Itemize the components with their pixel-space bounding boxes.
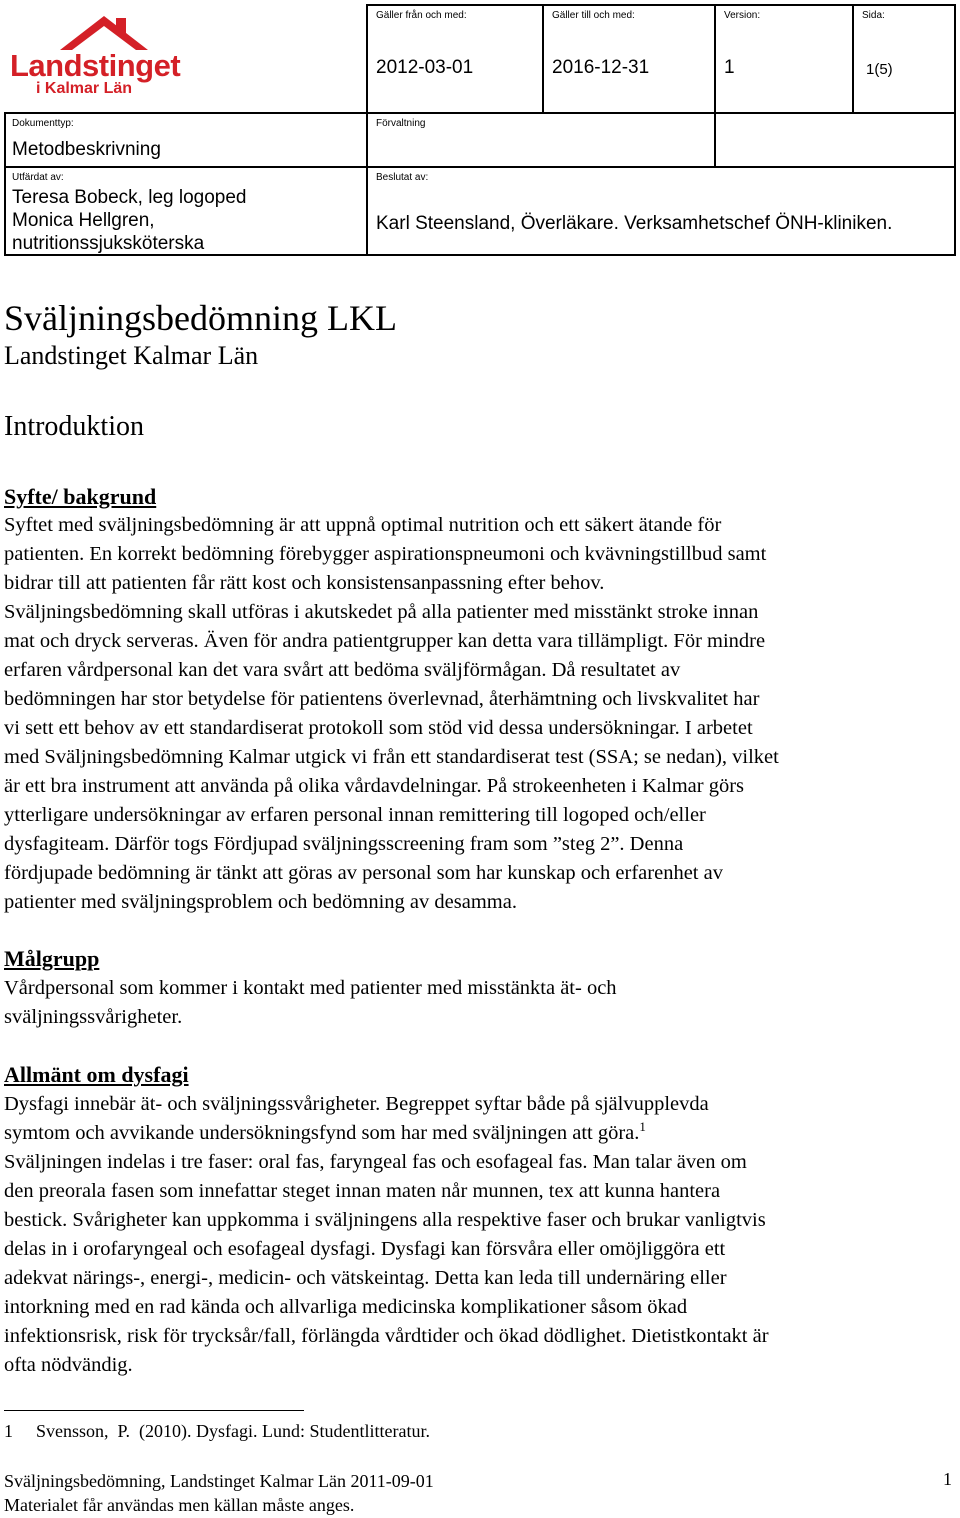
decided-cell <box>366 166 956 256</box>
dysfagi-line: Dysfagi innebär ät- och sväljningssvårigheter. Begreppet syftar både på självupplevda <box>4 1093 709 1115</box>
document-header <box>4 4 956 256</box>
syfte-line: mat och dryck serveras. Även för andra patientgrupper kan detta vara tillämpligt. För mindre <box>4 630 766 652</box>
dysfagi-line: ofta nödvändig. <box>4 1354 133 1376</box>
dysfagi-heading: Allmänt om dysfagi <box>4 1062 189 1087</box>
valid-from-value: 2012-03-01 <box>376 57 474 78</box>
dysfagi-line: delas in i orofaryngeal och esofageal dysfagi. Dysfagi kan försvåra eller omöjliggöra ett <box>4 1238 726 1260</box>
page-subtitle: Landstinget Kalmar Län <box>4 341 259 370</box>
decided-label: Beslutat av: <box>376 172 429 183</box>
issued-label: Utfärdat av: <box>12 172 64 183</box>
dysfagi-line: den preorala fasen som innefattar steget innan maten når munnen, tex att kunna hantera <box>4 1180 721 1202</box>
dysfagi-line: intorkning med en rad kända och allvarliga medicinska komplikationer såsom ökad <box>4 1296 688 1318</box>
page-label: Sida: <box>862 10 885 21</box>
logo-roof-icon <box>56 12 152 52</box>
doctype-value: Metodbeskrivning <box>12 139 161 160</box>
malgrupp-line: sväljningssvårigheter. <box>4 1006 183 1028</box>
valid-from-cell <box>366 4 544 114</box>
issued-line-1: Teresa Bobeck, leg logoped <box>12 187 247 208</box>
dysfagi-line: adekvat närings-, energi-, medicin- och vätskeintag. Detta kan leda till undernäring eller <box>4 1267 727 1289</box>
doctype-label: Dokumenttyp: <box>12 118 74 129</box>
footnote-text: Svensson, P. (2010). Dysfagi. Lund: Studentlitteratur. <box>36 1421 430 1441</box>
footnote-divider <box>4 1410 304 1411</box>
footer-line-2: Materialet får användas men källan måste anges. <box>4 1495 355 1515</box>
issued-line-2: Monica Hellgren, <box>12 210 155 231</box>
version-label: Version: <box>724 10 761 21</box>
logo-name: Landstinget <box>10 48 181 83</box>
syfte-line: är ett bra instrument att använda på olika vårdavdelningar. På strokeenheten i Kalmar görs <box>4 775 745 797</box>
malgrupp-line: Vårdpersonal som kommer i kontakt med patienter med misstänkta ät- och <box>4 977 617 999</box>
dysfagi-line-text: symtom och avvikande undersökningsfynd som har med sväljningen att göra. <box>4 1122 640 1144</box>
intro-heading: Introduktion <box>4 411 144 442</box>
syfte-line: ytterligare undersökningar av erfaren personal innan remittering till logoped och/eller <box>4 804 706 826</box>
syfte-line: erfaren vårdpersonal kan det vara svårt att bedöma sväljförmågan. Då resultatet av <box>4 659 681 681</box>
syfte-line: bedömningen har stor betydelse för patientens överlevnad, återhämtning och livskvalitet har <box>4 688 760 710</box>
page-cell <box>852 4 956 114</box>
decided-value: Karl Steensland, Överläkare. Verksamhetschef ÖNH-kliniken. <box>376 213 893 234</box>
dysfagi-paragraph <box>4 1090 956 1380</box>
syfte-line: med Sväljningsbedömning Kalmar utgick vi från ett standardiserat test (SSA; se nedan), vilket <box>4 746 779 768</box>
syfte-paragraph <box>4 511 956 917</box>
dysfagi-line: infektionsrisk, risk för trycksår/fall, förlängda vårdtider och ökad dödlighet. Dietistkontakt är <box>4 1325 769 1347</box>
footer-line-1: Sväljningsbedömning, Landstinget Kalmar Län 2011-09-01 <box>4 1471 434 1491</box>
syfte-line: Sväljningsbedömning skall utföras i akutskedet på alla patienter med misstänkt stroke innan <box>4 601 759 623</box>
admin-label: Förvaltning <box>376 118 426 129</box>
page-title: Sväljningsbedömning LKL <box>4 298 397 338</box>
valid-to-value: 2016-12-31 <box>552 57 650 78</box>
syfte-line: patienter med sväljningsproblem och bedömning av desamma. <box>4 891 517 913</box>
syfte-heading: Syfte/ bakgrund <box>4 484 157 509</box>
logo-subname: i Kalmar Län <box>36 80 133 97</box>
malgrupp-heading: Målgrupp <box>4 946 100 971</box>
syfte-line: vi sett ett behov av ett standardiserat protokoll som stöd vid dessa undersökningar. I arbetet <box>4 717 753 739</box>
malgrupp-paragraph <box>4 974 956 1032</box>
footnote-ref: 1 <box>639 1119 646 1135</box>
syfte-line: fördjupade bedömning är tänkt att göras av personal som har kunskap och erfarenhet av <box>4 862 723 884</box>
doctype-cell <box>4 112 368 168</box>
issued-line-3: nutritionssjuksköterska <box>12 233 205 254</box>
page-value: 1(5) <box>866 61 893 78</box>
syfte-line: dysfagiteam. Därför togs Fördjupad sväljningsscreening fram som ”steg 2”. Denna <box>4 833 684 855</box>
footnote <box>4 1421 430 1442</box>
valid-to-cell <box>542 4 716 114</box>
syfte-line: patienten. En korrekt bedömning förebygger aspirationspneumoni och kvävningstillbud samt <box>4 543 767 565</box>
syfte-line: Syftet med sväljningsbedömning är att uppnå optimal nutrition och ett säkert ätande för <box>4 514 722 536</box>
valid-from-label: Gäller från och med: <box>376 10 467 21</box>
syfte-line: bidrar till att patienten får rätt kost och konsistensanpassning efter behov. <box>4 572 605 594</box>
version-cell <box>714 4 854 114</box>
dysfagi-line <box>4 1119 956 1148</box>
dysfagi-line: Sväljningen indelas i tre faser: oral fas, faryngeal fas och esofageal fas. Man talar även om <box>4 1151 747 1173</box>
admin-cell <box>366 112 716 168</box>
footnote-number: 1 <box>4 1421 13 1441</box>
issued-cell <box>4 166 368 256</box>
valid-to-label: Gäller till och med: <box>552 10 635 21</box>
version-value: 1 <box>724 57 735 78</box>
logo <box>4 4 370 112</box>
dysfagi-line: bestick. Svårigheter kan uppkomma i sväljningens alla respektive faser och brukar vanligtvis <box>4 1209 766 1231</box>
admin-value-cell <box>714 112 956 168</box>
footer-page-number: 1 <box>943 1469 952 1489</box>
